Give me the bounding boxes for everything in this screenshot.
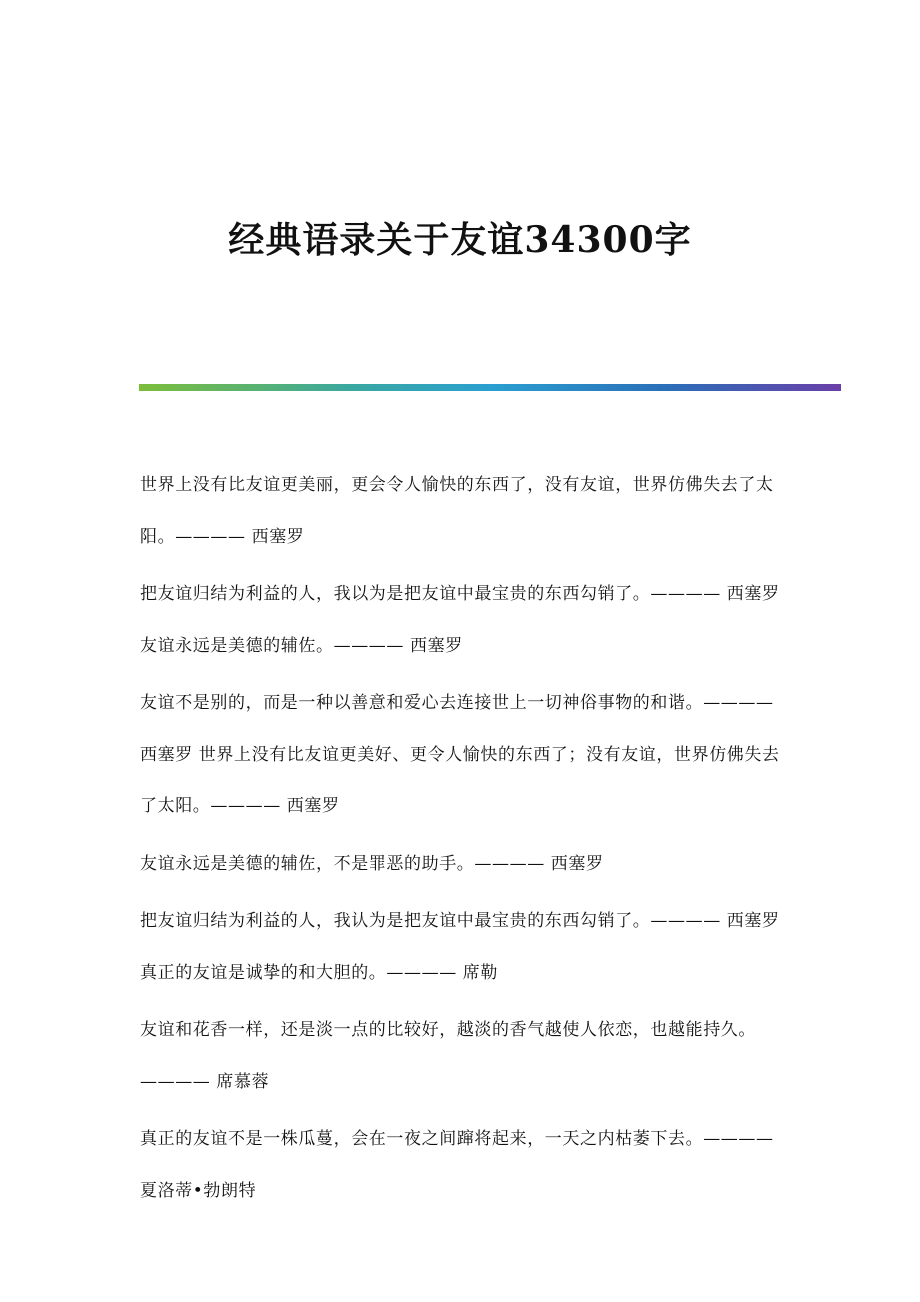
paragraph: 友谊不是别的，而是一种以善意和爱心去连接世上一切神俗事物的和谐。———— 西塞罗 世界上没有比友谊更美好、更令人愉快的东西了；没有友谊，世界仿佛失去了太阳。———— 西塞罗: [140, 693, 780, 816]
paragraph: 真正的友谊不是一株瓜蔓，会在一夜之间蹿将起来，一天之内枯萎下去。———— 夏洛蒂•勃朗特: [140, 1129, 774, 1201]
paragraph: 世界上没有比友谊更美丽，更会令人愉快的东西了，没有友谊，世界仿佛失去了太阳。———— 西塞罗: [140, 475, 774, 547]
paragraph: 友谊和花香一样，还是淡一点的比较好，越淡的香气越使人依恋，也越能持久。———— 席慕蓉: [140, 1020, 756, 1092]
document-body: [140, 460, 780, 1223]
document-title: 经典语录关于友谊34300字: [228, 219, 692, 261]
paragraph: 把友谊归结为利益的人，我认为是把友谊中最宝贵的东西勾销了。———— 西塞罗 真正的友谊是诚挚的和大胆的。———— 席勒: [140, 911, 780, 983]
paragraph: 友谊永远是美德的辅佐，不是罪恶的助手。———— 西塞罗: [140, 853, 604, 874]
title-divider: [139, 384, 841, 391]
paragraph: 把友谊归结为利益的人，我以为是把友谊中最宝贵的东西勾销了。———— 西塞罗 友谊永远是美德的辅佐。———— 西塞罗: [140, 584, 780, 656]
